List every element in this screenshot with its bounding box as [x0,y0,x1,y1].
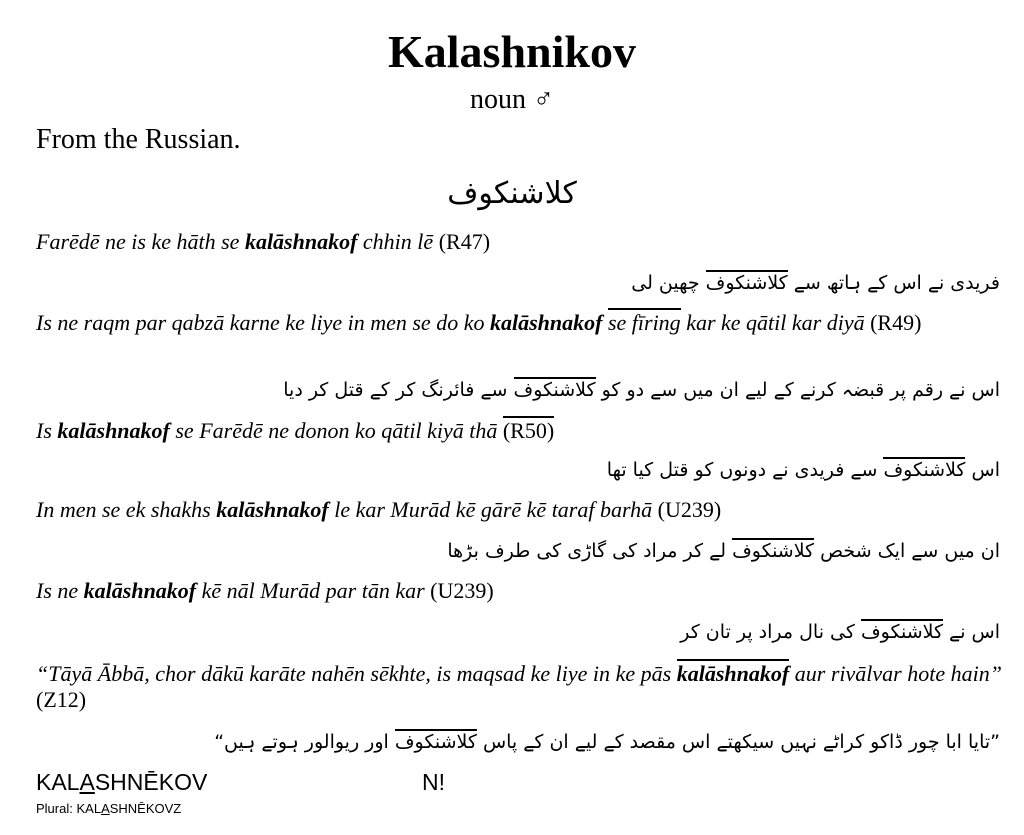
example-keyword: kalāshnakof [244,229,358,254]
urdu-headword: کلاشنکوف [447,176,577,211]
urdu-text-pre: فریدی نے اس کے ہاتھ سے [787,272,1000,294]
etymology: From the Russian. [36,124,241,155]
urdu-text-post: لے کر مراد کی گاڑی کی طرف بڑھا [447,540,733,562]
urdu-text-pre: اس نے [943,621,1000,643]
urdu-text-post: سے فریدی نے دونوں کو قتل کیا تھا [606,459,884,481]
example-urdu [36,617,1000,647]
urdu-keyword: کلاشنکوف [860,621,944,643]
entry-title: Kalashnikov [388,26,636,77]
part-of-speech [0,82,1024,118]
example-keyword: kalāshnakof [57,418,170,443]
urdu-keyword: کلاشنکوف [513,379,596,401]
example-text-post: kē nāl Murād par tān kar [196,578,425,603]
urdu-text-post: سے فائرنگ کر کے قتل کر دیا [283,379,514,401]
gender-code: N! [422,769,445,795]
example-urdu [36,727,1000,757]
male-gender-icon: ♂ [533,84,554,115]
urdu-text-post: کی نال مراد پر تان کر [680,621,861,643]
example-reference: (U239) [657,497,722,522]
example-keyword: kalāshnakof [83,578,197,603]
example-text-overlined: se fīring [607,310,681,335]
urdu-text-pre: اس [965,459,1000,481]
plural-label: Plural: [36,801,73,816]
urdu-keyword: کلاشنکوف [883,459,966,481]
example-urdu [36,536,1000,566]
example-text-after: kar ke qātil kar diyā [680,310,865,335]
example-romanized [36,578,1002,604]
example-romanized [36,310,1002,336]
example-text-post: aur rivālvar hote hain” [789,661,1002,686]
urdu-text-pre: ان میں سے ایک شخص [814,540,1000,562]
example-urdu [36,455,1000,485]
example-text-post: le kar Murād kē gārē kē taraf barhā [328,497,653,522]
urdu-text-pre: اس نے رقم پر قبضہ کرنے کے لیے ان میں سے دو کو [595,379,1000,401]
example-keyword: kalāshnakof [676,661,790,686]
plural-form [36,801,181,817]
footer-headword-underlined: A [79,769,95,795]
urdu-keyword: کلاشنکوف [705,272,788,294]
example-romanized [36,229,1002,255]
example-romanized [36,497,1002,523]
plural-start: KAL [76,801,102,816]
example-text-pre: Is ne raqm par qabzā karne ke liye in men se do ko [36,310,490,335]
urdu-keyword: کلاشنکوف [394,731,477,753]
footer-headword [36,768,207,796]
example-reference: (R49) [870,310,922,335]
example-reference: (R50) [502,418,555,443]
example-romanized [36,661,1002,713]
example-keyword: kalāshnakof [489,310,603,335]
example-reference: (R47) [438,229,491,254]
example-text-post: chhin lē [357,229,434,254]
urdu-keyword: کلاشنکوف [732,540,815,562]
footer-headword-start: KAL [36,769,80,795]
example-text-post: se Farēdē ne donon ko qātil kiyā thā [169,418,503,443]
example-romanized [36,418,1002,444]
example-text-pre: Farēdē ne is ke hāth se [36,229,245,254]
footer-headword-end: SHNĒKOV [94,769,208,795]
example-reference: (Z12) [36,687,87,712]
plural-underlined: A [101,801,110,816]
example-keyword: kalāshnakof [216,497,329,522]
urdu-text-post: چھین لی [631,272,706,294]
example-urdu [36,268,1000,298]
example-text-pre: Is ne [36,578,84,603]
part-of-speech-label: noun [470,84,526,115]
example-urdu [36,375,1000,405]
example-text-pre: Is [36,418,58,443]
example-text-pre: “Tāyā Ābbā, chor dākū karāte nahēn sēkhte, is maqsad ke liye in ke pās [36,661,677,686]
example-text-pre: In men se ek shakhs [36,497,217,522]
urdu-text-post: اور ریوالور ہوتے ہیں“ [214,731,395,753]
urdu-text-pre: ”تایا ابا چور ڈاکو کراٹے نہیں سیکھتے اس مقصد کے لیے ان کے پاس [476,731,1000,753]
example-reference: (U239) [430,578,494,603]
plural-end: SHNĒKOVZ [109,801,182,816]
